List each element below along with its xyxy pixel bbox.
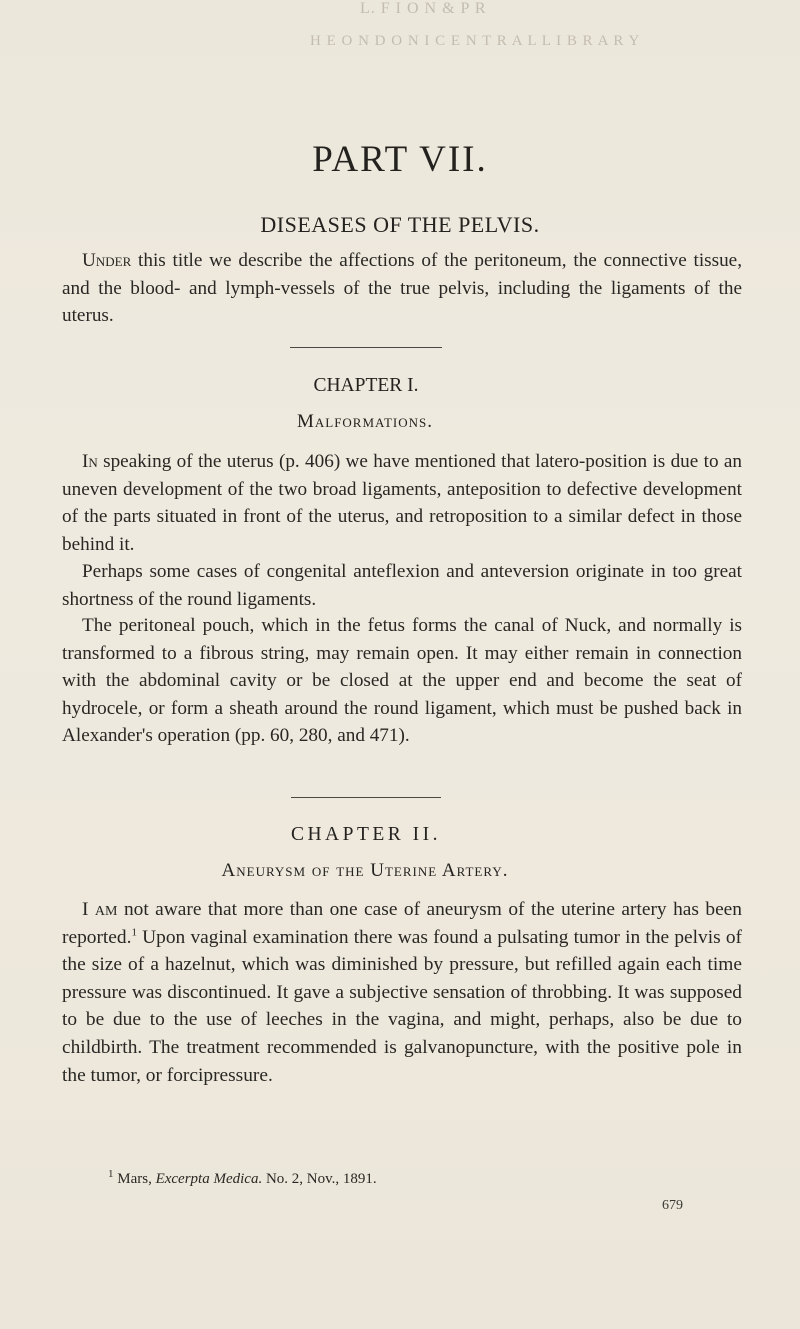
chapter-1-title: CHAPTER I.	[313, 375, 419, 396]
footnote-source-title: Excerpta Medica.	[155, 1171, 263, 1187]
chapter-2-paragraph-1-text-b: Upon vaginal examination there was found a pulsating tumor in the pelvis of the size of a hazelnut, which was diminished by pressure, but refilled again each time pressure was discontinued. It gave a subjective sensation of throbbing. It was supposed to be due to the use of leeches in the vagina, and might, perhaps, also be due to childbirth. The treatment recommended is galvanopuncture, with the positive pole in the tumor, or forcipressure.	[62, 926, 742, 1086]
footnote-reference: 1	[131, 926, 137, 939]
chapter-1-subtitle: Malformations.	[296, 411, 434, 432]
section-title: DISEASES OF THE PELVIS.	[260, 212, 540, 237]
chapter-1-paragraph-1-text: speaking of the uterus (p. 406) we have mentioned that latero-position is due to an uneven development of the two broad ligaments, anteposition to defective development of the parts situated in front of the uterus, and retroposition to a similar defect in those behind it.	[62, 451, 742, 555]
chapter-1-lead-word: In	[82, 451, 98, 472]
chapter-2-paragraph-1-text-a: not aware that more than one case of aneurysm of the uterine artery has been reported.	[62, 899, 742, 948]
section-divider	[291, 797, 441, 798]
intro-text: this title we describe the affections of the peritoneum, the connective tissue, and the blood- and lymph-vessels of the true pelvis, including the ligaments of the uterus.	[62, 250, 742, 326]
section-divider	[290, 347, 442, 348]
chapter-2-lead-word: I am	[82, 899, 118, 920]
chapter-2-title: CHAPTER II.	[290, 824, 442, 845]
intro-lead-word: Under	[82, 250, 132, 271]
bleed-through-line-2: H E O N D O N I C E N T R A L L I B R A R Y	[310, 33, 641, 49]
bleed-through-text	[300, 0, 760, 70]
chapter-1-paragraph-1	[62, 448, 742, 558]
bleed-through-line-1: L. F I O N & P R	[360, 0, 487, 17]
footnote-details: No. 2, Nov., 1891.	[262, 1171, 377, 1187]
chapter-2-subtitle: Aneurysm of the Uterine Artery.	[221, 860, 509, 881]
footnote-author: Mars,	[113, 1171, 156, 1187]
page-number: 679	[662, 1198, 683, 1213]
chapter-1-paragraph-3: The peritoneal pouch, which in the fetus forms the canal of Nuck, and normally is transformed to a fibrous string, may remain open. It may either remain in connection with the abdominal cavity or be closed at the upper end and become the seat of hydrocele, or form a sheath around the round ligament, which must be pushed back in Alexander's operation (pp. 60, 280, and 471).	[62, 615, 742, 746]
chapter-2-paragraph-1	[62, 896, 742, 1089]
footnote-marker: 1	[108, 1168, 114, 1180]
intro-paragraph	[62, 247, 742, 330]
part-title: PART VII.	[312, 139, 488, 180]
footnote	[108, 1168, 377, 1188]
chapter-1-paragraph-2: Perhaps some cases of congenital anteflexion and anteversion originate in too great shortness of the round ligaments.	[62, 561, 742, 610]
